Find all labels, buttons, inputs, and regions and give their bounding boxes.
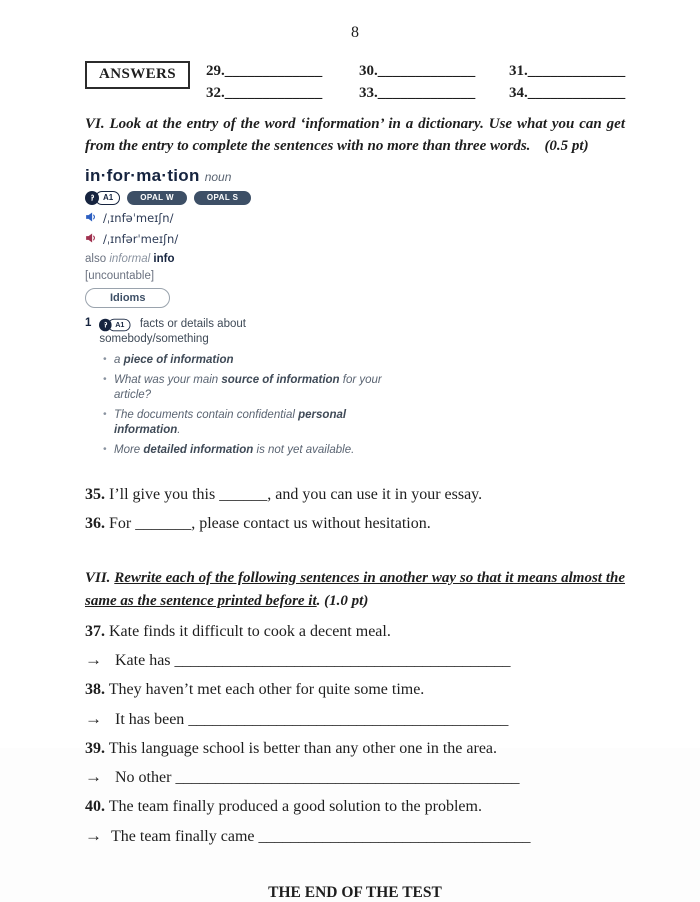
example-highlight: piece of information [123,353,234,366]
pronunciation-uk [85,211,625,226]
answers-grid [206,60,625,104]
dictionary-headword: in·for·ma·tion [85,165,200,185]
question-number: 37. [85,622,105,640]
answer-number: 32. [206,85,225,101]
answer-line-37 [85,649,625,672]
section-vii-number: VII. [85,570,115,587]
speaker-icon-uk[interactable] [85,211,97,226]
example-text: More [114,444,144,457]
question-text: , please contact us without hesitation. [191,515,431,533]
answer-number: 31. [509,63,528,79]
opal-written-badge: OPAL W [127,191,187,205]
answer-blank-30 [359,60,509,82]
example-item [103,373,393,403]
example-text: is not yet available. [253,444,355,457]
question-number: 36. [85,515,105,533]
question-text: I’ll give you this [105,485,220,503]
question-number: 35. [85,485,105,503]
arrow-icon: → [85,767,102,787]
answer-blank-33 [359,82,509,104]
answer-stem: Kate has [111,652,175,670]
dictionary-badges [85,191,625,205]
answers-box-label: ANSWERS [85,61,190,89]
section-vii-points: (1.0 pt) [324,593,369,610]
source-sentence: This language school is better than any other one in the area. [105,739,498,757]
answer-stem: No other [111,769,176,787]
answer-line-38 [85,708,625,731]
phonetic-us: /ˌɪnfərˈmeɪʃn/ [103,232,179,246]
example-list [103,353,625,459]
answer-stem: It has been [111,710,189,728]
source-sentence: Kate finds it difficult to cook a decent meal. [105,622,391,640]
fill-blank: _______ [135,515,192,533]
question-35 [85,483,625,508]
section-vi-heading [85,114,625,158]
example-text: What was your main [114,373,222,386]
arrow-icon: → [85,650,102,670]
end-of-test-label: THE END OF THE TEST [268,883,442,901]
answer-number: 29. [206,63,225,79]
fill-blank: ______ [219,485,268,503]
question-text: For [105,515,136,533]
answer-line-39 [85,766,625,789]
informal-variant: info [153,252,175,265]
question-number: 38. [85,681,105,699]
question-number: 39. [85,739,105,757]
cefr-level-label: A1 [95,191,120,205]
part-of-speech: noun [204,169,232,184]
answer-blank-line: ________________________________________ [188,710,509,728]
grammar-label: [uncountable] [85,269,155,282]
answer-number: 33. [359,85,378,101]
example-text: for your article? [114,373,382,401]
sense-definition: facts or details about somebody/something [99,317,246,346]
answer-blank-line: ___________________________________________ [175,769,520,787]
section-vi-points: (0.5 pt) [544,137,589,154]
answer-number: 34. [509,85,528,101]
question-40 [85,796,625,818]
source-sentence: They haven’t met each other for quite some time. [105,681,425,699]
oxford-level-badge [85,191,120,205]
register-label: informal [109,252,151,265]
answer-blank-line: __________________________________________ [174,652,511,670]
dictionary-headword-line [85,166,625,186]
question-37 [85,621,625,643]
answer-stem: The team finally came [111,827,259,845]
idioms-button[interactable]: Idioms [85,288,170,308]
question-39 [85,738,625,760]
answer-blank-29 [206,60,359,82]
answer-line-40 [85,825,625,848]
page-number: 8 [351,24,359,41]
also-informal-line [85,253,625,265]
section-vii-heading [85,567,625,614]
example-item [103,408,393,438]
phonetic-uk: /ˌɪnfəˈmeɪʃn/ [103,211,174,225]
example-item [103,443,393,458]
sense-number: 1 [85,316,92,329]
example-highlight: source of information [221,373,340,386]
answer-number: 30. [359,63,378,79]
example-highlight: detailed information [143,444,254,457]
answer-blank-line: __________________________________ [258,827,531,845]
answer-blank-31 [509,60,625,82]
also-label: also [85,252,107,265]
answer-line: _____________ [527,63,626,79]
section-vii-tail: . [316,593,325,610]
example-text: . [177,424,181,437]
speaker-icon-us[interactable] [85,232,97,247]
question-36 [85,512,625,537]
arrow-icon: → [85,708,102,728]
example-item [103,353,393,368]
example-highlight: personal information [114,409,347,437]
dictionary-entry [85,166,625,459]
answer-blank-32 [206,82,359,104]
pronunciation-us [85,232,625,247]
answer-line: _____________ [527,85,626,101]
sense-1 [85,317,625,348]
question-number: 40. [85,798,105,816]
oxford-key-icon [85,191,99,205]
example-text: a [114,353,124,366]
answer-line: _____________ [224,63,323,79]
answer-line: _____________ [377,85,476,101]
sense-level-badge [99,318,131,331]
question-38 [85,679,625,701]
answer-line: _____________ [224,85,323,101]
opal-spoken-badge: OPAL S [194,191,251,205]
oxford-key-icon [99,318,112,331]
arrow-icon: → [85,825,102,845]
question-text: , and you can use it in your essay. [267,485,483,503]
source-sentence: The team finally produced a good solution to the problem. [105,798,482,816]
sense-definition-wrap [99,317,299,348]
answer-line: _____________ [377,63,476,79]
cefr-level-label: A1 [108,318,131,331]
section-vii-instructions: Rewrite each of the following sentences in another way so that it means almost the same as the sentence printed before it [85,570,626,610]
example-text: The documents contain confidential [114,409,299,422]
section-vi-instructions: VI. Look at the entry of the word ‘information’ in a dictionary. Use what you can get from the entry to complete the sentences with no more than three words. [85,116,625,154]
answer-blank-34 [509,82,625,104]
answers-section [85,60,625,104]
